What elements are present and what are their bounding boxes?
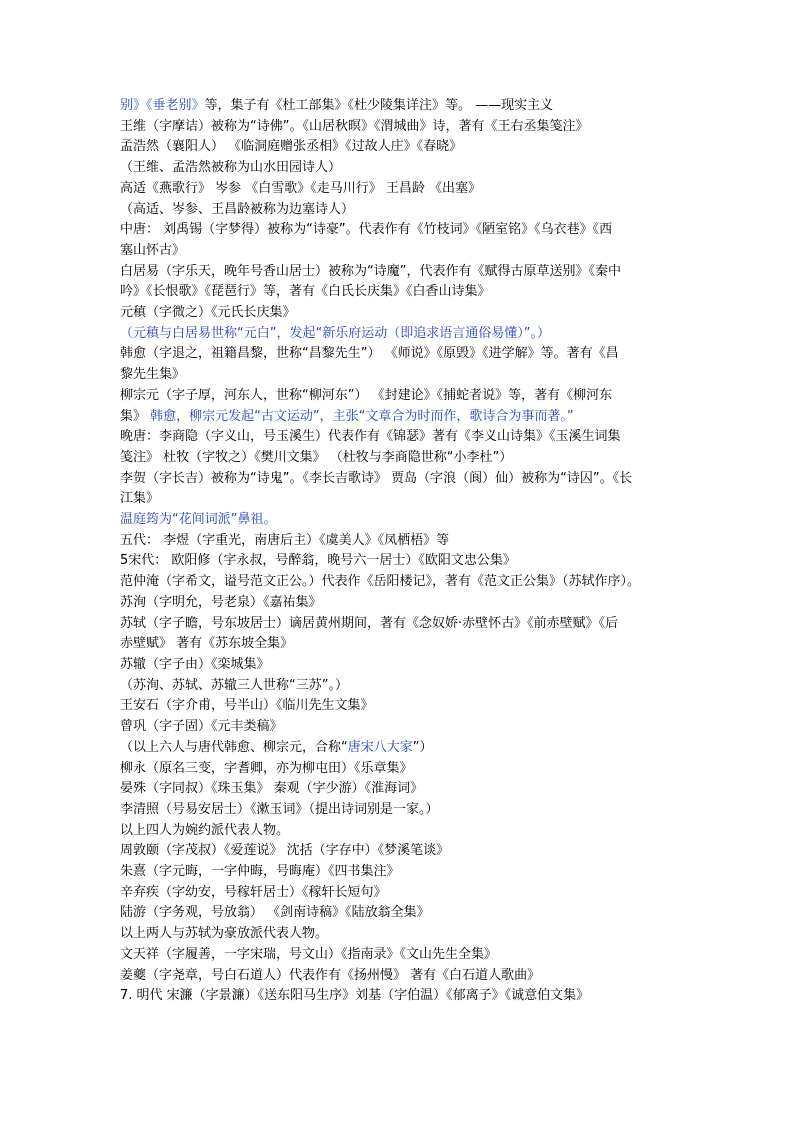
body-text: 白居易（字乐天，晚年号香山居士）被称为“诗魔”，代表作有《赋得古原草送别》《秦中 — [120, 263, 621, 279]
text-line — [120, 759, 680, 780]
text-line — [120, 551, 680, 572]
body-text: 陆游（字务观，号放翁） 《剑南诗稿》《陆放翁全集》 — [120, 905, 430, 921]
body-text: 以上两人与苏轼为豪放派代表人物。 — [120, 926, 329, 942]
text-line — [120, 96, 680, 117]
text-line — [120, 821, 680, 842]
text-line — [120, 510, 680, 531]
body-text: 笺注》 杜牧（字牧之）《樊川文集》 （杜牧与李商隐世称“小李杜”） — [120, 449, 513, 465]
text-line — [120, 241, 680, 262]
text-line — [120, 841, 680, 862]
body-text: 五代： 李煜（字重光，南唐后主）《虞美人》《凤栖梧》等 — [120, 532, 450, 548]
text-line — [120, 738, 680, 759]
text-line — [120, 966, 680, 987]
text-line — [120, 717, 680, 738]
body-text: 柳宗元（字子厚，河东人，世称“柳河东”） 《封建论》《捕蛇者说》等，著有《柳河东 — [120, 387, 613, 403]
text-line — [120, 324, 680, 345]
text-line — [120, 883, 680, 904]
body-text: 晚唐：李商隐（字义山，号玉溪生）代表作有《锦瑟》著有《李义山诗集》《玉溪生词集 — [120, 429, 621, 445]
text-line — [120, 179, 680, 200]
text-line — [120, 344, 680, 365]
text-line — [120, 614, 680, 635]
text-line — [120, 365, 680, 386]
highlighted-text: （元稹与白居易世称“元白”，发起“新乐府运动（即追求语言通俗易懂）”。） — [120, 325, 550, 341]
text-line — [120, 220, 680, 241]
body-text: 塞山怀古》 — [120, 242, 186, 258]
text-line — [120, 262, 680, 283]
body-text: （以上六人与唐代韩愈、柳宗元，合称“ — [120, 739, 348, 755]
text-line — [120, 593, 680, 614]
body-text: 中唐： 刘禹锡（字梦得）被称为“诗豪”。代表作有《竹枝词》《陋室铭》《乌衣巷》《西 — [120, 222, 613, 238]
text-line — [120, 448, 680, 469]
highlighted-text: 温庭筠为“花间词派”鼻祖。 — [120, 512, 277, 528]
body-text: 苏洵（字明允，号老泉）《嘉祐集》 — [120, 594, 322, 610]
body-text: 赤壁赋》 著有《苏东坡全集》 — [120, 636, 294, 652]
text-line — [120, 158, 680, 179]
body-text: 王安石（字介甫，号半山）《临川先生文集》 — [120, 698, 374, 714]
body-text: 曾巩（字子固）《元丰类稿》 — [120, 719, 283, 735]
highlighted-text: 韩愈，柳宗元发起“古文运动”，主张“文章合为时而作，歌诗合为事而著。” — [150, 408, 574, 424]
text-line — [120, 862, 680, 883]
body-text: 李贺（字长吉）被称为“诗鬼”。《李长吉歌诗》 贾岛（字浪（阆）仙）被称为“诗囚”。《长 — [120, 470, 633, 486]
text-line — [120, 137, 680, 158]
highlighted-text: 别》《垂老别》 — [120, 98, 205, 113]
text-line — [120, 986, 680, 1007]
body-text: 元稹（字微之）《元氏长庆集》 — [120, 305, 296, 321]
body-text: ”） — [412, 739, 433, 755]
body-text: 苏辙（字子由）《栾城集》 — [120, 656, 270, 672]
text-line — [120, 779, 680, 800]
body-text: 以上四人为婉约派代表人物。 — [120, 822, 290, 838]
text-line — [120, 489, 680, 510]
text-line — [120, 117, 680, 138]
body-text: 晏殊（字同叔）《珠玉集》 秦观（字少游）《淮海词》 — [120, 781, 424, 797]
body-text: 集》 — [120, 408, 151, 424]
body-text: 韩愈（字退之，祖籍昌黎，世称“昌黎先生”） 《师说》《原毁》《进学解》等。著有《昌 — [120, 346, 619, 362]
body-text: 黎先生集》 — [120, 367, 186, 383]
text-line — [120, 655, 680, 676]
body-text: 范仲淹（字希文，谥号范文正公。）代表作《岳阳楼记》，著有《范文正公集》（苏轼作序）。 — [120, 574, 641, 590]
text-line — [120, 903, 680, 924]
highlighted-text: 唐宋八大家 — [347, 739, 413, 755]
body-text: 李清照（号易安居士）《漱玉词》（提出诗词别是一家。） — [120, 801, 439, 817]
text-line — [120, 469, 680, 490]
text-line — [120, 696, 680, 717]
text-line — [120, 303, 680, 324]
text-line — [120, 800, 680, 821]
text-line — [120, 924, 680, 945]
text-line — [120, 407, 680, 428]
text-line — [120, 572, 680, 593]
body-text: （苏洵、苏轼、苏辙三人世称“三苏”。） — [120, 677, 348, 693]
text-line — [120, 200, 680, 221]
body-text: 等，集子有《杜工部集》《杜少陵集详注》等。 ——现实主义 — [204, 98, 554, 113]
body-text: 7. 明代 宋濂（字景濂）《送东阳马生序》刘基（字伯温）《郁离子》《诚意伯文集》 — [120, 988, 590, 1004]
body-text: 文天祥（字履善，一字宋瑞，号文山）《指南录》《文山先生全集》 — [120, 946, 498, 962]
body-text: 孟浩然（襄阳人） 《临洞庭赠张丞相》《过故人庄》《春晓》 — [120, 139, 463, 155]
body-text: 辛弃疾（字幼安，号稼轩居士）《稼轩长短句》 — [120, 884, 387, 900]
body-text: 高适《燕歌行》 岑参 《白雪歌》《走马川行》 王昌龄 《出塞》 — [120, 180, 482, 196]
body-text: 吟》《长恨歌》《琵琶行》等，著有《白氏长庆集》《白香山诗集》 — [120, 284, 491, 300]
body-text: 柳永（原名三变，字耆卿，亦为柳屯田）《乐章集》 — [120, 760, 413, 776]
body-text: 朱熹（字元晦，一字仲晦，号晦庵）《四书集注》 — [120, 864, 400, 880]
text-line — [120, 634, 680, 655]
body-text: （王维、孟浩然被称为山水田园诗人） — [120, 160, 342, 176]
text-line — [120, 427, 680, 448]
text-line — [120, 945, 680, 966]
document-body — [120, 96, 680, 1007]
text-line — [120, 386, 680, 407]
body-text: 王维（字摩诘）被称为“诗佛”。《山居秋暝》《渭城曲》诗，著有《王右丞集笺注》 — [120, 118, 589, 134]
text-line — [120, 282, 680, 303]
body-text: 5宋代： 欧阳修（字永叔，号醉翁，晚号六一居士）《欧阳文忠公集》 — [120, 553, 516, 569]
body-text: 周敦颐（字茂叔）《爱莲说》 沈括（字存中）《梦溪笔谈》 — [120, 843, 450, 859]
body-text: 姜夔（字尧章，号白石道人）代表作有《扬州慢》 著有《白石道人歌曲》 — [120, 967, 541, 983]
body-text: （高适、岑参、王昌龄被称为边塞诗人） — [120, 201, 355, 217]
text-line — [120, 676, 680, 697]
text-line — [120, 531, 680, 552]
body-text: 江集》 — [120, 491, 160, 507]
body-text: 苏轼（字子瞻，号东坡居士）谪居黄州期间，著有《念奴娇·赤壁怀古》《前赤壁赋》《后 — [120, 615, 619, 631]
